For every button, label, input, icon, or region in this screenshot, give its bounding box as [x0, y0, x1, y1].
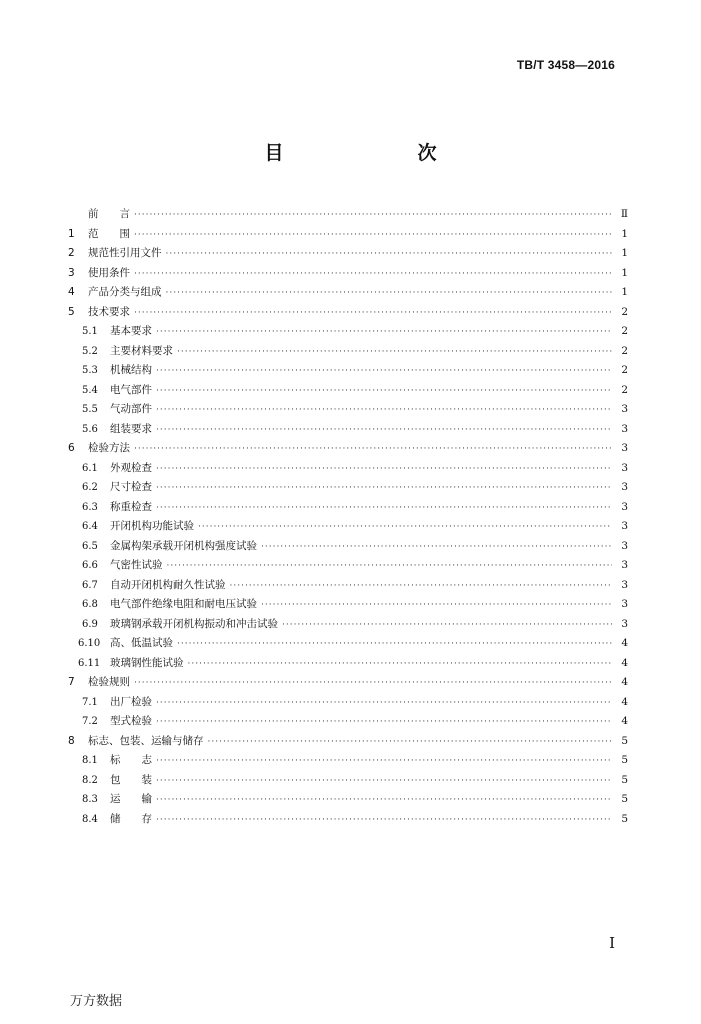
toc-entry-page: 3	[621, 598, 628, 610]
toc-entry[interactable]	[68, 713, 628, 733]
toc-entry-title: 外观检查	[110, 461, 152, 474]
toc-entry-title: 产品分类与组成	[88, 286, 162, 298]
toc-entry-title: 开闭机构功能试验	[110, 520, 194, 532]
toc-entry-page: 3	[621, 442, 628, 454]
toc-entry-title: 基本要求	[110, 325, 152, 337]
toc-entry-number: 6.6	[82, 560, 98, 571]
toc-entry-number: 6.2	[82, 482, 98, 493]
toc-entry-page: 5	[621, 793, 628, 805]
toc-entry-page: 4	[621, 656, 628, 669]
toc-entry[interactable]	[68, 655, 628, 675]
table-of-contents	[68, 206, 628, 830]
toc-entry[interactable]	[68, 284, 628, 304]
toc-entry-title: 电气部件绝缘电阻和耐电压试验	[110, 598, 257, 610]
dot-leader	[156, 327, 612, 337]
toc-entry-title: 电气部件	[110, 383, 152, 396]
toc-entry-page: 3	[621, 617, 628, 630]
toc-entry[interactable]	[68, 440, 628, 460]
toc-entry-number: 7.1	[82, 696, 98, 708]
dot-leader	[156, 795, 612, 805]
toc-entry-page: 3	[621, 403, 628, 415]
toc-entry-title: 使用条件	[88, 266, 130, 279]
dot-leader	[156, 366, 612, 376]
toc-entry-number: 6.11	[78, 657, 101, 669]
toc-entry[interactable]	[68, 265, 628, 285]
dot-leader	[208, 737, 613, 747]
toc-entry-title: 运 输	[110, 793, 152, 805]
toc-entry-page: 3	[621, 559, 628, 571]
toc-entry-number: 8.1	[82, 755, 98, 766]
dot-leader	[156, 425, 612, 435]
page-title: 目 次	[264, 142, 469, 164]
toc-entry-number: 6.1	[82, 462, 98, 474]
toc-entry-title: 前 言	[88, 208, 130, 220]
dot-leader	[156, 483, 612, 493]
toc-entry[interactable]	[68, 304, 628, 324]
toc-entry[interactable]	[68, 635, 628, 655]
toc-entry[interactable]	[68, 343, 628, 363]
toc-entry[interactable]	[68, 811, 628, 831]
toc-entry-number: 5.5	[82, 404, 98, 415]
toc-entry-title: 主要材料要求	[110, 344, 173, 357]
toc-entry-title: 出厂检验	[110, 695, 152, 708]
toc-entry[interactable]	[68, 206, 628, 226]
toc-entry[interactable]	[68, 752, 628, 772]
dot-leader	[156, 386, 612, 396]
toc-entry-title: 组装要求	[110, 422, 152, 435]
toc-entry-number: 5	[68, 305, 75, 318]
toc-entry[interactable]	[68, 362, 628, 382]
dot-leader	[167, 561, 613, 571]
toc-entry-number: 7	[68, 676, 75, 688]
toc-entry[interactable]	[68, 479, 628, 499]
toc-entry-title: 金属构架承载开闭机构强度试验	[110, 539, 257, 552]
toc-entry-page: 5	[621, 754, 628, 766]
toc-entry-title: 标 志	[110, 754, 152, 766]
toc-entry[interactable]	[68, 460, 628, 480]
toc-entry-title: 检验方法	[88, 442, 130, 454]
toc-entry-number: 8.3	[82, 794, 98, 805]
toc-entry-page: 3	[621, 578, 628, 591]
toc-entry-number: 3	[68, 266, 75, 279]
toc-entry-page: 5	[621, 812, 628, 825]
toc-entry-page: 3	[621, 500, 628, 513]
dot-leader	[134, 210, 612, 220]
toc-entry[interactable]	[68, 421, 628, 441]
toc-entry-number: 5.6	[82, 423, 98, 435]
toc-entry-page: Ⅱ	[620, 208, 628, 220]
toc-entry-title: 气动部件	[110, 403, 152, 415]
toc-entry-title: 储 存	[110, 812, 152, 825]
toc-entry-title: 气密性试验	[110, 559, 163, 571]
dot-leader	[261, 600, 612, 610]
toc-entry-number: 1	[68, 227, 75, 240]
standard-code: TB/T 3458—2016	[516, 58, 615, 72]
toc-entry-page: 1	[621, 227, 628, 240]
dot-leader	[156, 776, 612, 786]
toc-entry-page: 4	[621, 695, 628, 708]
toc-entry-page: 2	[621, 364, 628, 376]
toc-entry-title: 玻璃钢承载开闭机构振动和冲击试验	[110, 617, 278, 630]
dot-leader	[156, 815, 612, 825]
toc-entry-page: 4	[621, 637, 628, 649]
toc-entry[interactable]	[68, 577, 628, 597]
toc-entry-page: 2	[621, 305, 628, 318]
toc-entry[interactable]	[68, 772, 628, 792]
toc-entry[interactable]	[68, 791, 628, 811]
toc-entry-number: 2	[68, 247, 75, 259]
toc-entry-number: 7.2	[82, 716, 98, 727]
toc-entry-title: 称重检查	[110, 500, 152, 513]
toc-entry-number: 8.2	[82, 774, 98, 786]
dot-leader	[177, 639, 612, 649]
dot-leader	[156, 717, 612, 727]
dot-leader	[134, 444, 612, 454]
toc-entry[interactable]	[68, 226, 628, 246]
toc-entry-title: 标志、包装、运输与储存	[88, 734, 204, 747]
toc-entry-title: 技术要求	[88, 305, 130, 318]
toc-entry-title: 型式检验	[110, 715, 152, 727]
toc-entry-number: 5.4	[82, 384, 98, 396]
toc-entry[interactable]	[68, 616, 628, 636]
toc-entry[interactable]	[68, 245, 628, 265]
toc-entry-title: 范 围	[88, 227, 130, 240]
toc-entry-number: 6.7	[82, 579, 98, 591]
toc-entry-page: 2	[621, 344, 628, 357]
dot-leader	[156, 464, 612, 474]
toc-entry[interactable]	[68, 733, 628, 753]
toc-entry-title: 尺寸检查	[110, 481, 152, 493]
toc-entry-number: 5.1	[82, 326, 98, 337]
toc-entry-number: 6.10	[78, 638, 101, 649]
dot-leader	[261, 542, 612, 552]
toc-entry-page: 1	[621, 266, 628, 279]
dot-leader	[156, 405, 612, 415]
dot-leader	[134, 678, 612, 688]
toc-entry-number: 6.3	[82, 501, 98, 513]
toc-entry[interactable]	[68, 518, 628, 538]
dot-leader	[177, 347, 612, 357]
page-number: I	[609, 934, 615, 952]
toc-entry-title: 自动开闭机构耐久性试验	[110, 578, 226, 591]
toc-entry-page: 3	[621, 422, 628, 435]
source-watermark: 万方数据	[70, 994, 123, 1009]
toc-entry-page: 3	[621, 481, 628, 493]
toc-entry-title: 检验规则	[88, 676, 130, 688]
toc-entry[interactable]	[68, 323, 628, 343]
dot-leader	[198, 522, 612, 532]
toc-entry-number: 5.3	[82, 365, 98, 376]
toc-entry-page: 3	[621, 520, 628, 532]
toc-entry-number: 6.8	[82, 599, 98, 610]
toc-entry-number: 4	[68, 286, 75, 298]
dot-leader	[188, 659, 613, 669]
toc-entry-number: 6.4	[82, 521, 98, 532]
dot-leader	[156, 756, 612, 766]
toc-entry[interactable]	[68, 557, 628, 577]
toc-entry-page: 5	[621, 734, 628, 747]
dot-leader	[166, 288, 613, 298]
toc-entry-number: 6	[68, 442, 75, 454]
dot-leader	[134, 230, 612, 240]
toc-entry-page: 5	[621, 773, 628, 786]
toc-entry-page: 1	[621, 286, 628, 298]
toc-entry-page: 4	[621, 715, 628, 727]
dot-leader	[134, 269, 612, 279]
toc-entry-number: 5.2	[82, 345, 98, 357]
dot-leader	[156, 503, 612, 513]
dot-leader	[156, 698, 612, 708]
toc-entry[interactable]	[68, 499, 628, 519]
toc-entry-number: 8	[68, 734, 75, 747]
toc-entry[interactable]	[68, 674, 628, 694]
dot-leader	[166, 249, 613, 259]
toc-entry-title: 规范性引用文件	[88, 247, 162, 259]
toc-entry-title: 玻璃钢性能试验	[110, 656, 184, 669]
toc-entry-title: 机械结构	[110, 364, 152, 376]
toc-entry-page: 2	[621, 383, 628, 396]
toc-entry-number: 6.9	[82, 618, 98, 630]
toc-entry[interactable]	[68, 401, 628, 421]
toc-entry-number: 6.5	[82, 540, 98, 552]
toc-entry-page: 1	[621, 247, 628, 259]
toc-entry-title: 包 装	[110, 773, 152, 786]
dot-leader	[230, 581, 613, 591]
toc-entry[interactable]	[68, 538, 628, 558]
toc-entry-page: 3	[621, 461, 628, 474]
toc-entry[interactable]	[68, 382, 628, 402]
toc-entry[interactable]	[68, 694, 628, 714]
toc-entry-number: 8.4	[82, 813, 98, 825]
toc-entry[interactable]	[68, 596, 628, 616]
toc-entry-page: 3	[621, 539, 628, 552]
toc-entry-title: 高、低温试验	[110, 637, 173, 649]
dot-leader	[282, 620, 612, 630]
toc-entry-page: 2	[621, 325, 628, 337]
toc-entry-page: 4	[621, 676, 628, 688]
dot-leader	[134, 308, 612, 318]
